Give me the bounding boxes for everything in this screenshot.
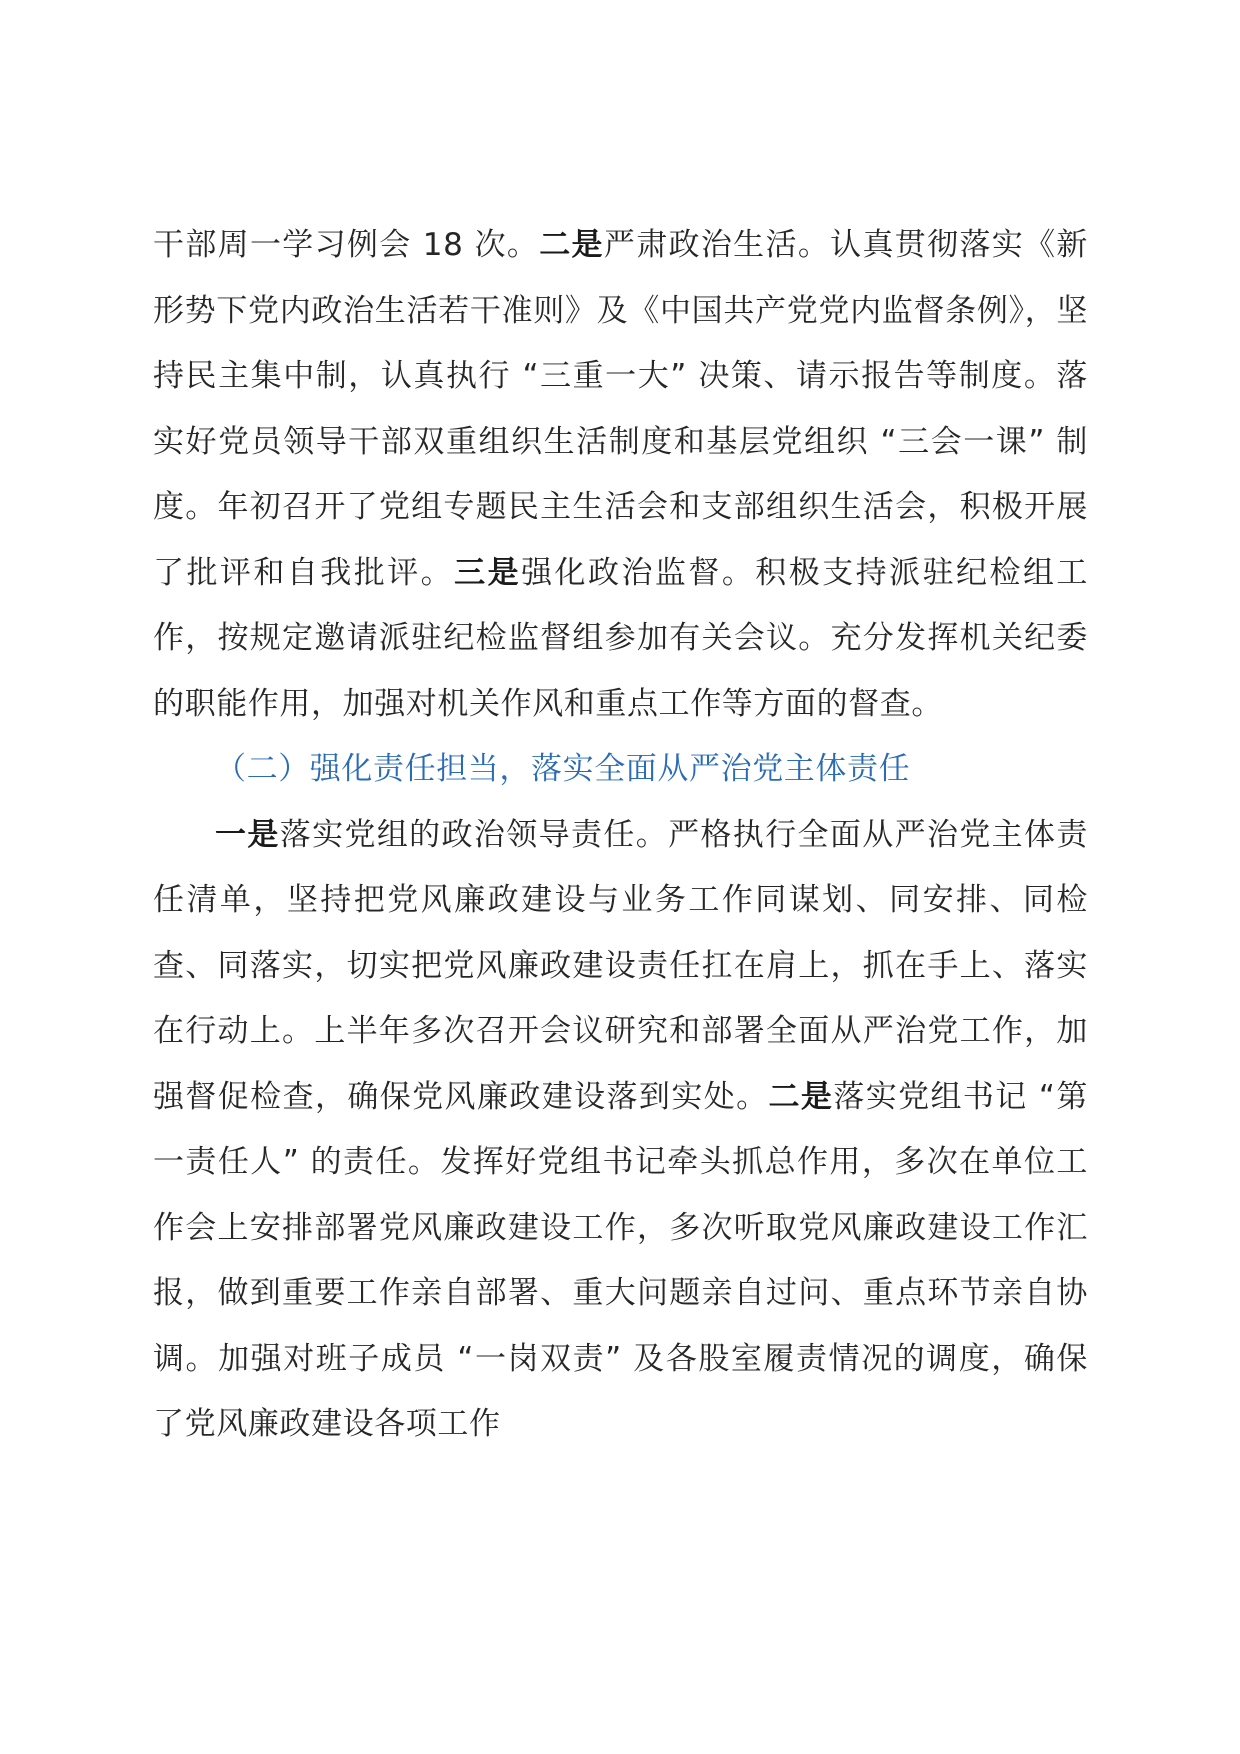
section-heading: （二）强化责任担当，落实全面从严治党主体责任 <box>215 751 911 787</box>
paragraph-political-life <box>153 213 1088 737</box>
paragraph-responsibility <box>153 803 1088 1458</box>
paragraph-text: 强化政治监督。积极支持派驻纪检组工作，按规定邀请派驻纪检监督组参加有关会议。充分发挥机关纪委的职能作用，加强对机关作风和重点工作等方面的督查。 <box>153 554 1089 722</box>
paragraph-text: 严肃政治生活。认真贯彻落实《新形势下党内政治生活若干准则》及《中国共产党党内监督条例》，坚持民主集中制，认真执行 “三重一大” 决策、请示报告等制度。落实好党员领导干部双重组织生活制度和基层党组织 “三会一课” 制度。年初召开了党组专题民主生活会和支部组织生活会，积极开展了批评和自我批评。 <box>153 227 1089 591</box>
bold-marker-third: 三是 <box>454 554 522 591</box>
bold-marker-second: 二是 <box>768 1078 834 1115</box>
paragraph-text: 落实党组书记 “第一责任人” 的责任。发挥好党组书记牵头抓总作用，多次在单位工作会上安排部署党风廉政建设工作，多次听取党风廉政建设工作汇报，做到重要工作亲自部署、重大问题亲自过问、重点环节亲自协调。加强对班子成员 “一岗双责” 及各股室履责情况的调度，确保了党风廉政建设各项工作 <box>153 1078 1088 1442</box>
document-body <box>153 213 1088 1458</box>
paragraph-text: 干部周一学习例会 18 次。 <box>153 227 540 263</box>
paragraph-text: 落实党组的政治领导责任。严格执行全面从严治党主体责任清单，坚持把党风廉政建设与业务工作同谋划、同安排、同检查、同落实，切实把党风廉政建设责任扛在肩上，抓在手上、落实在行动上。上半年多次召开会议研究和部署全面从严治党工作，加强督促检查，确保党风廉政建设落到实处。 <box>153 816 1089 1115</box>
bold-marker-second: 二是 <box>539 227 604 263</box>
bold-marker-first: 一是 <box>215 816 280 853</box>
